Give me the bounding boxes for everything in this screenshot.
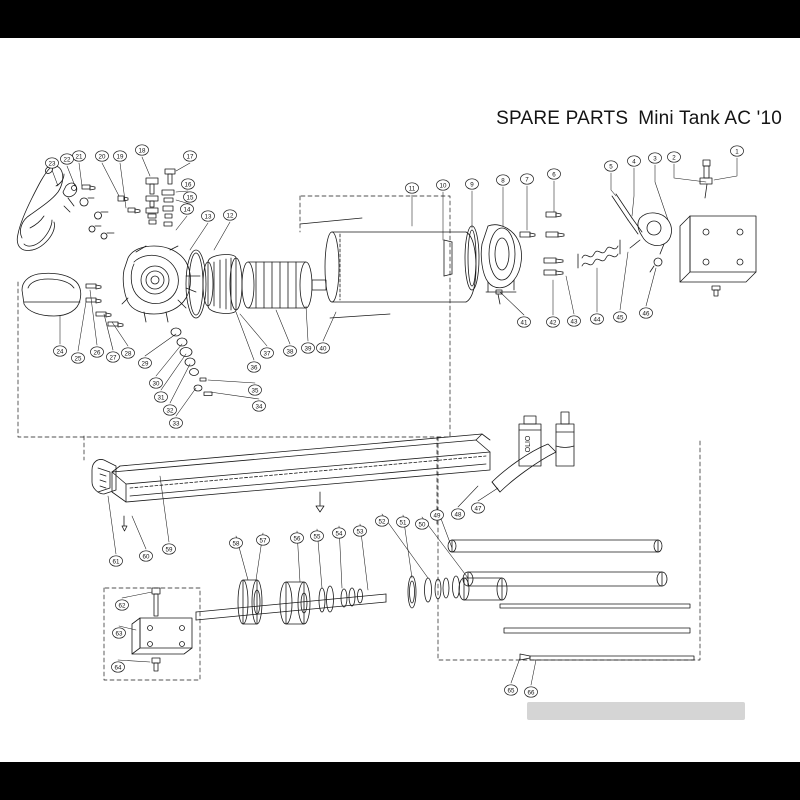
callout-balloon — [605, 161, 618, 171]
callout-number: 39 — [304, 345, 312, 353]
callout-balloon — [437, 180, 450, 190]
callout-number: 7 — [525, 176, 529, 184]
callout-balloon — [182, 179, 195, 189]
callout-number: 63 — [115, 630, 123, 638]
callout-balloon — [113, 628, 126, 638]
callout-number: 53 — [356, 528, 364, 536]
callout-balloon — [257, 535, 270, 545]
callout-number: 52 — [378, 518, 386, 526]
callout-number: 32 — [166, 407, 174, 415]
callout-number: 26 — [93, 349, 101, 357]
callout-balloon — [397, 517, 410, 527]
callout-number: 45 — [616, 314, 624, 322]
callout-number: 37 — [263, 350, 271, 358]
callout-balloon — [497, 175, 510, 185]
callout-balloon — [416, 519, 429, 529]
callout-balloon — [114, 151, 127, 161]
callout-balloon — [302, 343, 315, 353]
callout-balloon — [731, 146, 744, 156]
callout-balloon — [96, 151, 109, 161]
callout-balloon — [155, 392, 168, 402]
callout-number: 4 — [632, 158, 636, 166]
callout-balloon — [261, 348, 274, 358]
callout-number: 25 — [74, 355, 82, 363]
callout-balloon — [317, 343, 330, 353]
callout-number: 9 — [470, 181, 474, 189]
callout-number: 21 — [75, 153, 83, 161]
callout-balloon — [668, 152, 681, 162]
callout-balloon — [110, 556, 123, 566]
callout-number: 43 — [570, 318, 578, 326]
callout-number: 22 — [63, 156, 71, 164]
callout-balloon — [568, 316, 581, 326]
callout-balloon — [164, 405, 177, 415]
callout-number: 50 — [418, 521, 426, 529]
callout-number: 13 — [204, 213, 212, 221]
callout-balloon — [91, 347, 104, 357]
callout-balloon — [140, 551, 153, 561]
callout-balloon — [548, 169, 561, 179]
callout-number: 28 — [124, 350, 132, 358]
callout-number: 8 — [501, 177, 505, 185]
callout-number: 16 — [184, 181, 192, 189]
callout-balloon — [150, 378, 163, 388]
callout-balloon — [628, 156, 641, 166]
callout-number: 31 — [157, 394, 165, 402]
callout-number: 56 — [293, 535, 301, 543]
callout-balloon — [61, 154, 74, 164]
callout-balloon — [406, 183, 419, 193]
callout-balloon — [253, 401, 266, 411]
callout-balloon — [184, 192, 197, 202]
callout-number: 17 — [186, 153, 194, 161]
callout-number: 47 — [474, 505, 482, 513]
callout-balloon — [547, 317, 560, 327]
callout-number: 64 — [114, 664, 122, 672]
callout-number: 34 — [255, 403, 263, 411]
callout-balloon — [640, 308, 653, 318]
callout-number: 3 — [653, 155, 657, 163]
callout-number: 12 — [226, 212, 234, 220]
callout-balloon — [311, 531, 324, 541]
callout-number: 20 — [98, 153, 106, 161]
callout-balloon — [224, 210, 237, 220]
callout-balloon — [376, 516, 389, 526]
oil-bottle-label: OLIO — [525, 435, 532, 453]
callout-number: 62 — [118, 602, 126, 610]
callout-number: 48 — [454, 511, 462, 519]
callout-balloon — [230, 538, 243, 548]
callout-number: 38 — [286, 348, 294, 356]
callout-balloon — [525, 687, 538, 697]
callout-number: 59 — [165, 546, 173, 554]
callout-balloon — [591, 314, 604, 324]
callout-balloon — [431, 510, 444, 520]
callout-balloon — [112, 662, 125, 672]
callout-balloon — [291, 533, 304, 543]
callout-number: 33 — [172, 420, 180, 428]
callout-balloon — [72, 353, 85, 363]
callout-number: 51 — [399, 519, 407, 527]
callout-number: 44 — [593, 316, 601, 324]
callout-number: 36 — [250, 364, 258, 372]
callout-number: 5 — [609, 163, 613, 171]
callout-balloon — [163, 544, 176, 554]
callout-balloon — [505, 685, 518, 695]
callout-balloon — [354, 526, 367, 536]
callout-number: 6 — [552, 171, 556, 179]
callout-balloon — [249, 385, 262, 395]
callout-number: 54 — [335, 530, 343, 538]
callout-number: 24 — [56, 348, 64, 356]
callout-number: 2 — [672, 154, 676, 162]
callout-number: 15 — [186, 194, 194, 202]
callout-balloon — [136, 145, 149, 155]
callout-number: 58 — [232, 540, 240, 548]
callout-number: 41 — [520, 319, 528, 327]
callout-balloon — [202, 211, 215, 221]
callout-balloon — [122, 348, 135, 358]
callout-number: 23 — [48, 160, 56, 168]
callout-number: 42 — [549, 319, 557, 327]
callout-number: 57 — [259, 537, 267, 545]
callout-balloon — [170, 418, 183, 428]
callout-balloon — [333, 528, 346, 538]
callout-number: 18 — [138, 147, 146, 155]
callout-balloon — [521, 174, 534, 184]
callout-number: 35 — [251, 387, 259, 395]
callout-balloon — [73, 151, 86, 161]
title-model: Mini Tank AC '10 — [638, 108, 782, 129]
callout-balloon — [116, 600, 129, 610]
callout-number: 40 — [319, 345, 327, 353]
callout-balloon — [54, 346, 67, 356]
callout-number: 10 — [439, 182, 447, 190]
callout-balloon — [614, 312, 627, 322]
callout-number: 19 — [116, 153, 124, 161]
callout-balloon — [284, 346, 297, 356]
callout-balloon — [518, 317, 531, 327]
callout-number: 61 — [112, 558, 120, 566]
callout-number: 66 — [527, 689, 535, 697]
callout-number: 49 — [433, 512, 441, 520]
callout-number: 55 — [313, 533, 321, 541]
callout-balloon — [649, 153, 662, 163]
bottom-ui-bar — [527, 702, 745, 720]
callout-balloon — [472, 503, 485, 513]
callout-balloon — [248, 362, 261, 372]
callout-number: 60 — [142, 553, 150, 561]
callout-number: 27 — [109, 354, 117, 362]
callout-balloon — [181, 204, 194, 214]
callout-number: 65 — [507, 687, 515, 695]
title-main: SPARE PARTS — [496, 108, 629, 129]
callout-balloon — [139, 358, 152, 368]
callout-number: 11 — [408, 185, 416, 193]
callout-balloon — [107, 352, 120, 362]
callout-number: 46 — [642, 310, 650, 318]
callout-balloon — [184, 151, 197, 161]
callout-balloon — [452, 509, 465, 519]
callout-number: 30 — [152, 380, 160, 388]
callout-balloon — [466, 179, 479, 189]
callout-number: 1 — [735, 148, 739, 156]
callout-number: 29 — [141, 360, 149, 368]
callout-balloon — [46, 158, 59, 168]
callout-number: 14 — [183, 206, 191, 214]
